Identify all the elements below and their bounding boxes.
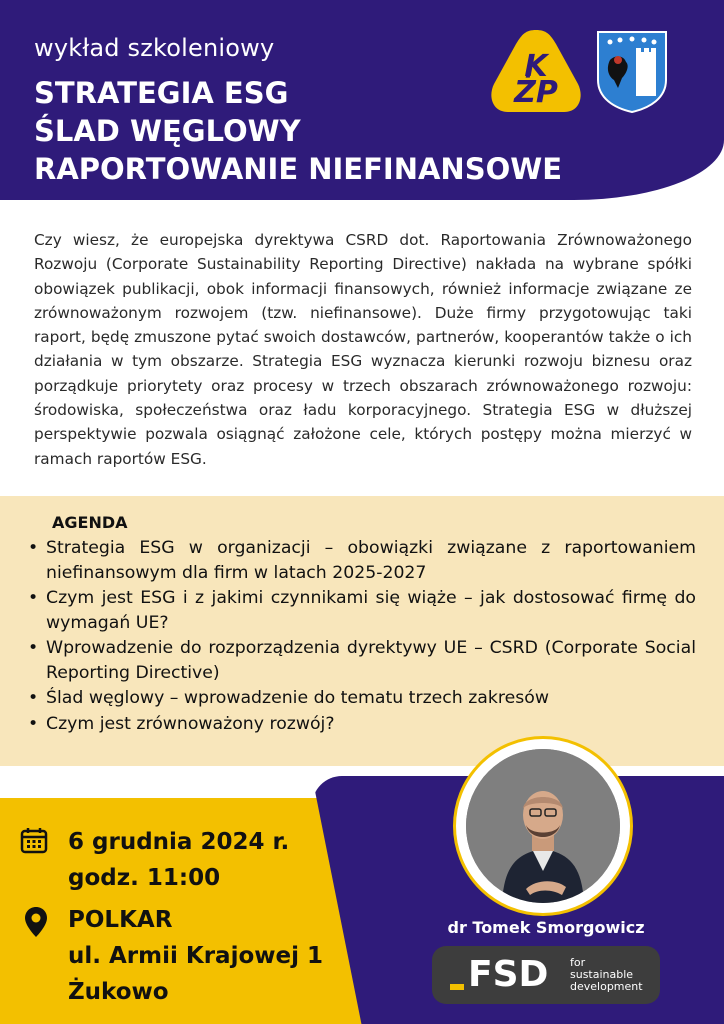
fsd-logo: [432, 946, 660, 1004]
event-city: Żukowo: [68, 979, 169, 1005]
calendar-icon: [20, 826, 48, 854]
event-date: 6 grudnia 2024 r.: [68, 829, 290, 855]
event-street: ul. Armii Krajowej 1: [68, 943, 323, 969]
fsd-tagline-line: sustainable: [570, 968, 634, 981]
title-line-1: STRATEGIA ESG: [34, 76, 289, 110]
svg-text:ŻP: ŻP: [514, 75, 558, 110]
fsd-accent-bar: [450, 984, 464, 990]
location-pin-icon: [24, 906, 48, 938]
event-type-subtitle: wykład szkoleniowy: [34, 34, 275, 62]
page-title: [34, 74, 562, 188]
fsd-tagline-line: development: [570, 980, 643, 993]
intro-paragraph: Czy wiesz, że europejska dyrektywa CSRD dot. Raportowania Zrównoważonego Rozwoju (Corporate Sustainability Reporting Directive) nakłada na wybrane spółki obowiązek publikacji, obok informacji finansowych, również informacje związane ze zrównoważonym rozwojem (tzw. niefinansowe). Duże firmy przygotowując taki raport, będę zmuszone pytać swoich dostawców, partnerów, kooperantów także o ich działania w tym obszarze. Strategia ESG wyznacza kierunki rozwoju biznesu oraz porządkuje priorytety oraz procesy w trzech obszarach zrównoważonego rozwoju: środowiska, społeczeństwa oraz ładu korporacyjnego. Strategia ESG w dłuższej perspektywie pozwala osiągnąć założone cele, których postępy można mierzyć w ramach raportów ESG.: [34, 231, 692, 468]
agenda-title: AGENDA: [52, 513, 128, 532]
agenda-item: • Wprowadzenie do rozporządzenia dyrektywy UE – CSRD (Corporate Social Reporting Directive): [26, 636, 696, 685]
event-time: godz. 11:00: [68, 865, 221, 891]
kzp-logo: [488, 26, 584, 118]
speaker-name: dr Tomek Smorgowicz: [447, 918, 645, 937]
agenda-item: • Czym jest ESG i z jakimi czynnikami się wiąże – jak dostosować firmę do wymagań UE?: [26, 586, 696, 635]
agenda-item: • Strategia ESG w organizacji – obowiązki związane z raportowaniem niefinansowym dla firm w latach 2025-2027: [26, 536, 696, 585]
agenda-item: • Ślad węglowy – wprowadzenie do tematu trzech zakresów: [26, 686, 696, 711]
fsd-logo-tagline: [570, 957, 643, 993]
fsd-tagline-line: for: [570, 956, 586, 969]
agenda-list: [26, 536, 696, 737]
fsd-logo-mark: FSD: [468, 954, 549, 995]
title-line-2: ŚLAD WĘGLOWY: [34, 114, 301, 148]
agenda-item: • Czym jest zrównoważony rozwój?: [26, 712, 696, 737]
event-venue: POLKAR: [68, 907, 173, 933]
title-line-3: RAPORTOWANIE NIEFINANSOWE: [34, 152, 563, 186]
svg-text:K: K: [524, 49, 548, 84]
town-crest-icon: [596, 30, 668, 114]
speaker-photo: [466, 749, 620, 903]
